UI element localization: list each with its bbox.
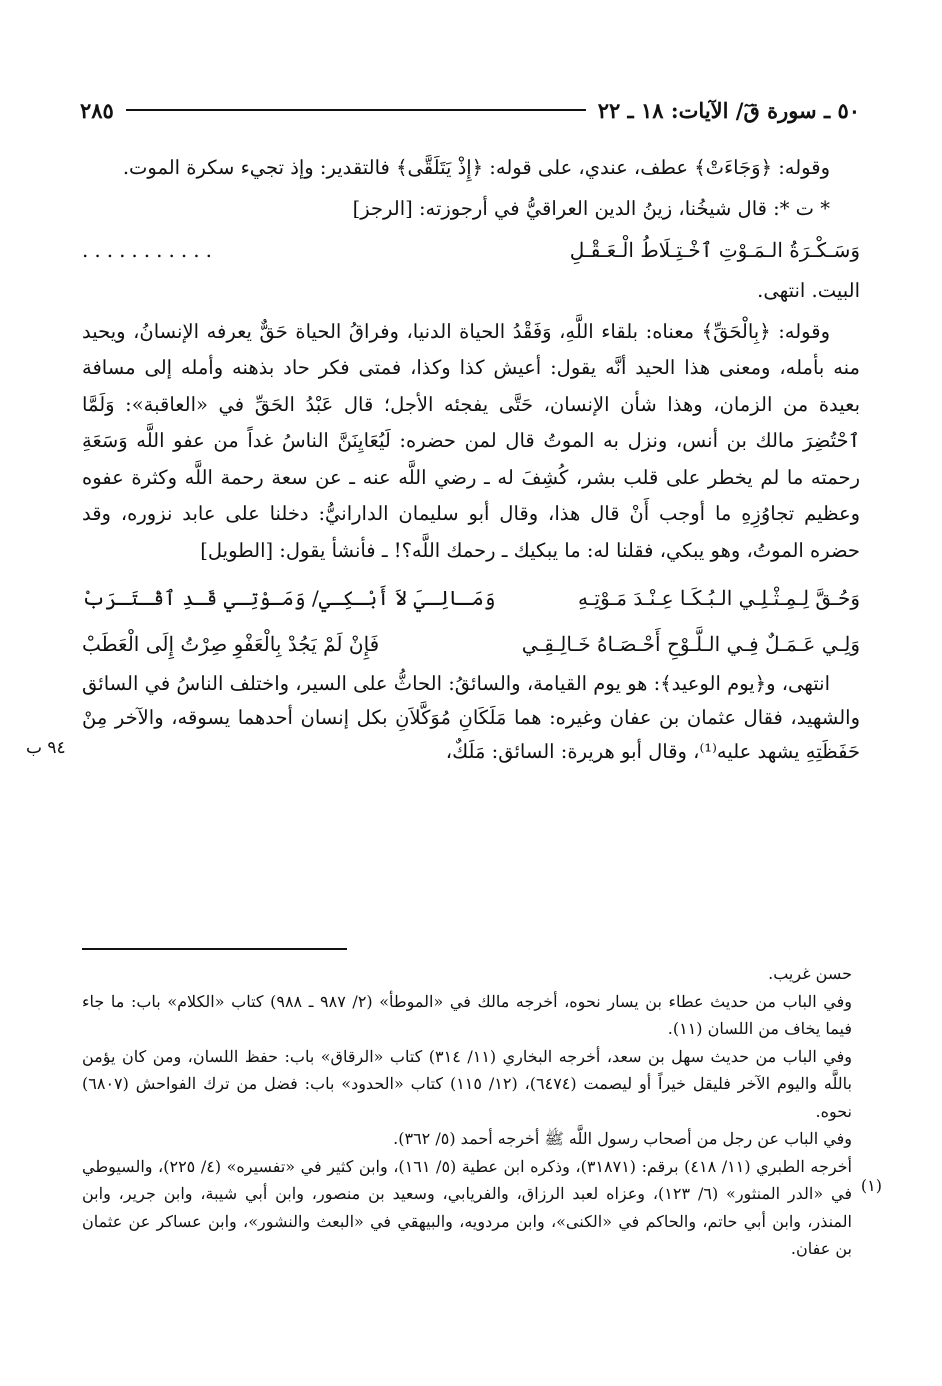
header-rule xyxy=(126,109,586,111)
paragraph-1: وقوله: ﴿وَجَاءَتْ﴾ عطف، عندي، على قوله: ﴿إِذْ يَتَلَقَّى﴾ فالتقدير: وإذ تجيء سكرة الموت. xyxy=(122,156,830,179)
footnote-line-4: وفي الباب عن رجل من أصحاب رسول اللَّه ﷺ أخرجه أحمد (٥/ ٣٦٢). xyxy=(393,1129,852,1148)
paragraph-4: وقوله: ﴿بِالْحَقِّ﴾ معناه: بلقاء اللَّهِ، وَفَقْدُ الحياة الدنيا، وفراقُ الحياة حَقٌّ يعرفه الإنسانُ، ويحيد منه بأمله، ومعنى هذا الحيد أنَّه يقول: أعيش كذا وكذا، فمتى فكر حاد بذهنه وأمله إلى مسافة بعيدة من الزمان، وهذا شأن الإنسان، حَتَّى يفجئه الأجل؛ قال عَبْدُ الحَقِّ في «العاقبة»: وَلَمَّا ٱحْتُضِرَ مالك بن أنس، ونزل به الموتُ قال لمن حضره: لَيُعَايِنَنَّ الناسُ غداً من عفو اللَّه وَسَعَةِ رحمته ما لم يخطر على قلب بشر، كُشِفَ له ـ رضي اللَّه عنه ـ عن سعة رحمة اللَّه وكثرة عفوه وعظيم تجاوُزِهِ ما أوجب أَنْ قال هذا، وقال أبو سليمان الدارانيُّ: دخلنا على عابد نزوره، وقد حضره الموتُ، وهو يبكي، فقلنا له: ما يبكيك ـ رحمك اللَّه؟! ـ فأنشأ يقول: [الطويل] xyxy=(82,319,860,562)
footnote-line-3: وفي الباب من حديث سهل بن سعد، أخرجه البخاري (١١/ ٣١٤) كتاب «الرقاق» باب: حفظ اللسان، ومن كان يؤمن باللَّه واليوم الآخر فليقل خيراً أو ليصمت (٦٤٧٤)، (١٢/ ١١٥) كتاب «الحدود» باب: فضل من ترك الفواحش (٦٨٠٧) نحوه. xyxy=(82,1046,853,1121)
footnote-1 xyxy=(82,1153,882,1263)
verse-line-1 xyxy=(82,227,860,273)
footnote-rule xyxy=(82,948,347,950)
main-text xyxy=(82,150,860,769)
paragraph-5: انتهى، و﴿يوم الوعيد﴾: هو يوم القيامة، والسائقُ: الحاثُّ على السير، واختلف الناسُ في السائق والشهيد، فقال عثمان بن عفان وغيره: هما مَلَكَانِ مُوَكَّلاَنِ بكل إنسان أحدهما يسوقه، والآخر مِنْ حَفَظَتِهِ يشهد عليه⁽¹⁾، وقال أبو هريرة: السائق: مَلَكٌ، xyxy=(82,672,860,763)
page-number: ٢٨٥ xyxy=(80,97,114,123)
verse-1-dots: ........... xyxy=(82,238,218,262)
verse-line-3 xyxy=(82,621,860,667)
verse-2-left: وَمَـالِـيَ لاَ أَبْـكِـي/ وَمَـوْتِـي قَـدِ ٱقْـتَـرَبْ xyxy=(82,586,496,610)
running-header xyxy=(80,93,860,127)
footnote-line-2: وفي الباب من حديث عطاء بن يسار نحوه، أخرجه مالك في «الموطأ» (٢/ ٩٨٧ ـ ٩٨٨) كتاب «الكلام» باب: ما جاء فيما يخاف من اللسان (١١). xyxy=(82,991,852,1038)
header-title: ٥٠ ـ سورة قٓ/ الآيات: ١٨ ـ ٢٢ xyxy=(597,97,860,123)
footnotes xyxy=(82,960,882,1263)
verse-line-2 xyxy=(82,575,860,621)
verse-3-right: وَلِـي عَـمَـلٌ فِـي الـلَّـوْحِ أَحْـصَـاهُ خَـالِـقِـي xyxy=(521,632,860,656)
footnote-line-1: حسن غريب. xyxy=(768,964,852,983)
footnote-1-number: (١) xyxy=(860,1175,882,1195)
verse-2-right: وَحُـقَّ لِـمِـثْـلِـي الـبُـكَـا عِـنْـدَ مَـوْتِـهِ xyxy=(577,586,860,610)
verse-3-left: فَإِنْ لَمْ يَجُدْ بِالْعَفْوِ صِرْتُ إِلَى الْعَطَبْ xyxy=(82,632,380,656)
paragraph-3: البيت. انتهى. xyxy=(757,279,860,302)
paragraph-2: * ت *: قال شيخُنا، زينُ الدين العراقيُّ في أرجوزته: [الرجز] xyxy=(352,196,830,220)
margin-folio-note: ٩٤ ب xyxy=(26,738,66,758)
verse-1-right: وَسَـكْـرَةُ الـمَـوْتِ ٱخْـتِـلَاطُ الْـعَـقْـلِ xyxy=(569,238,860,262)
footnote-1-text: أخرجه الطبري (١١/ ٤١٨) برقم: (٣١٨٧١)، وذكره ابن عطية (٥/ ١٦١)، وابن كثير في «تفسيره» (٤/ ٢٢٥)، والسيوطي في «الدر المنثور» (٦/ ١٢٣)، وعزاه لعبد الرزاق، والفريابي، وسعيد بن منصور، وابن أبي شيبة، وابن جرير، وابن المنذر، وابن أبي حاتم، والحاكم في «الكنى»، وابن مردويه، والبيهقي في «البعث والنشور»، وابن عساكر عن عثمان بن عفان. xyxy=(82,1156,852,1258)
